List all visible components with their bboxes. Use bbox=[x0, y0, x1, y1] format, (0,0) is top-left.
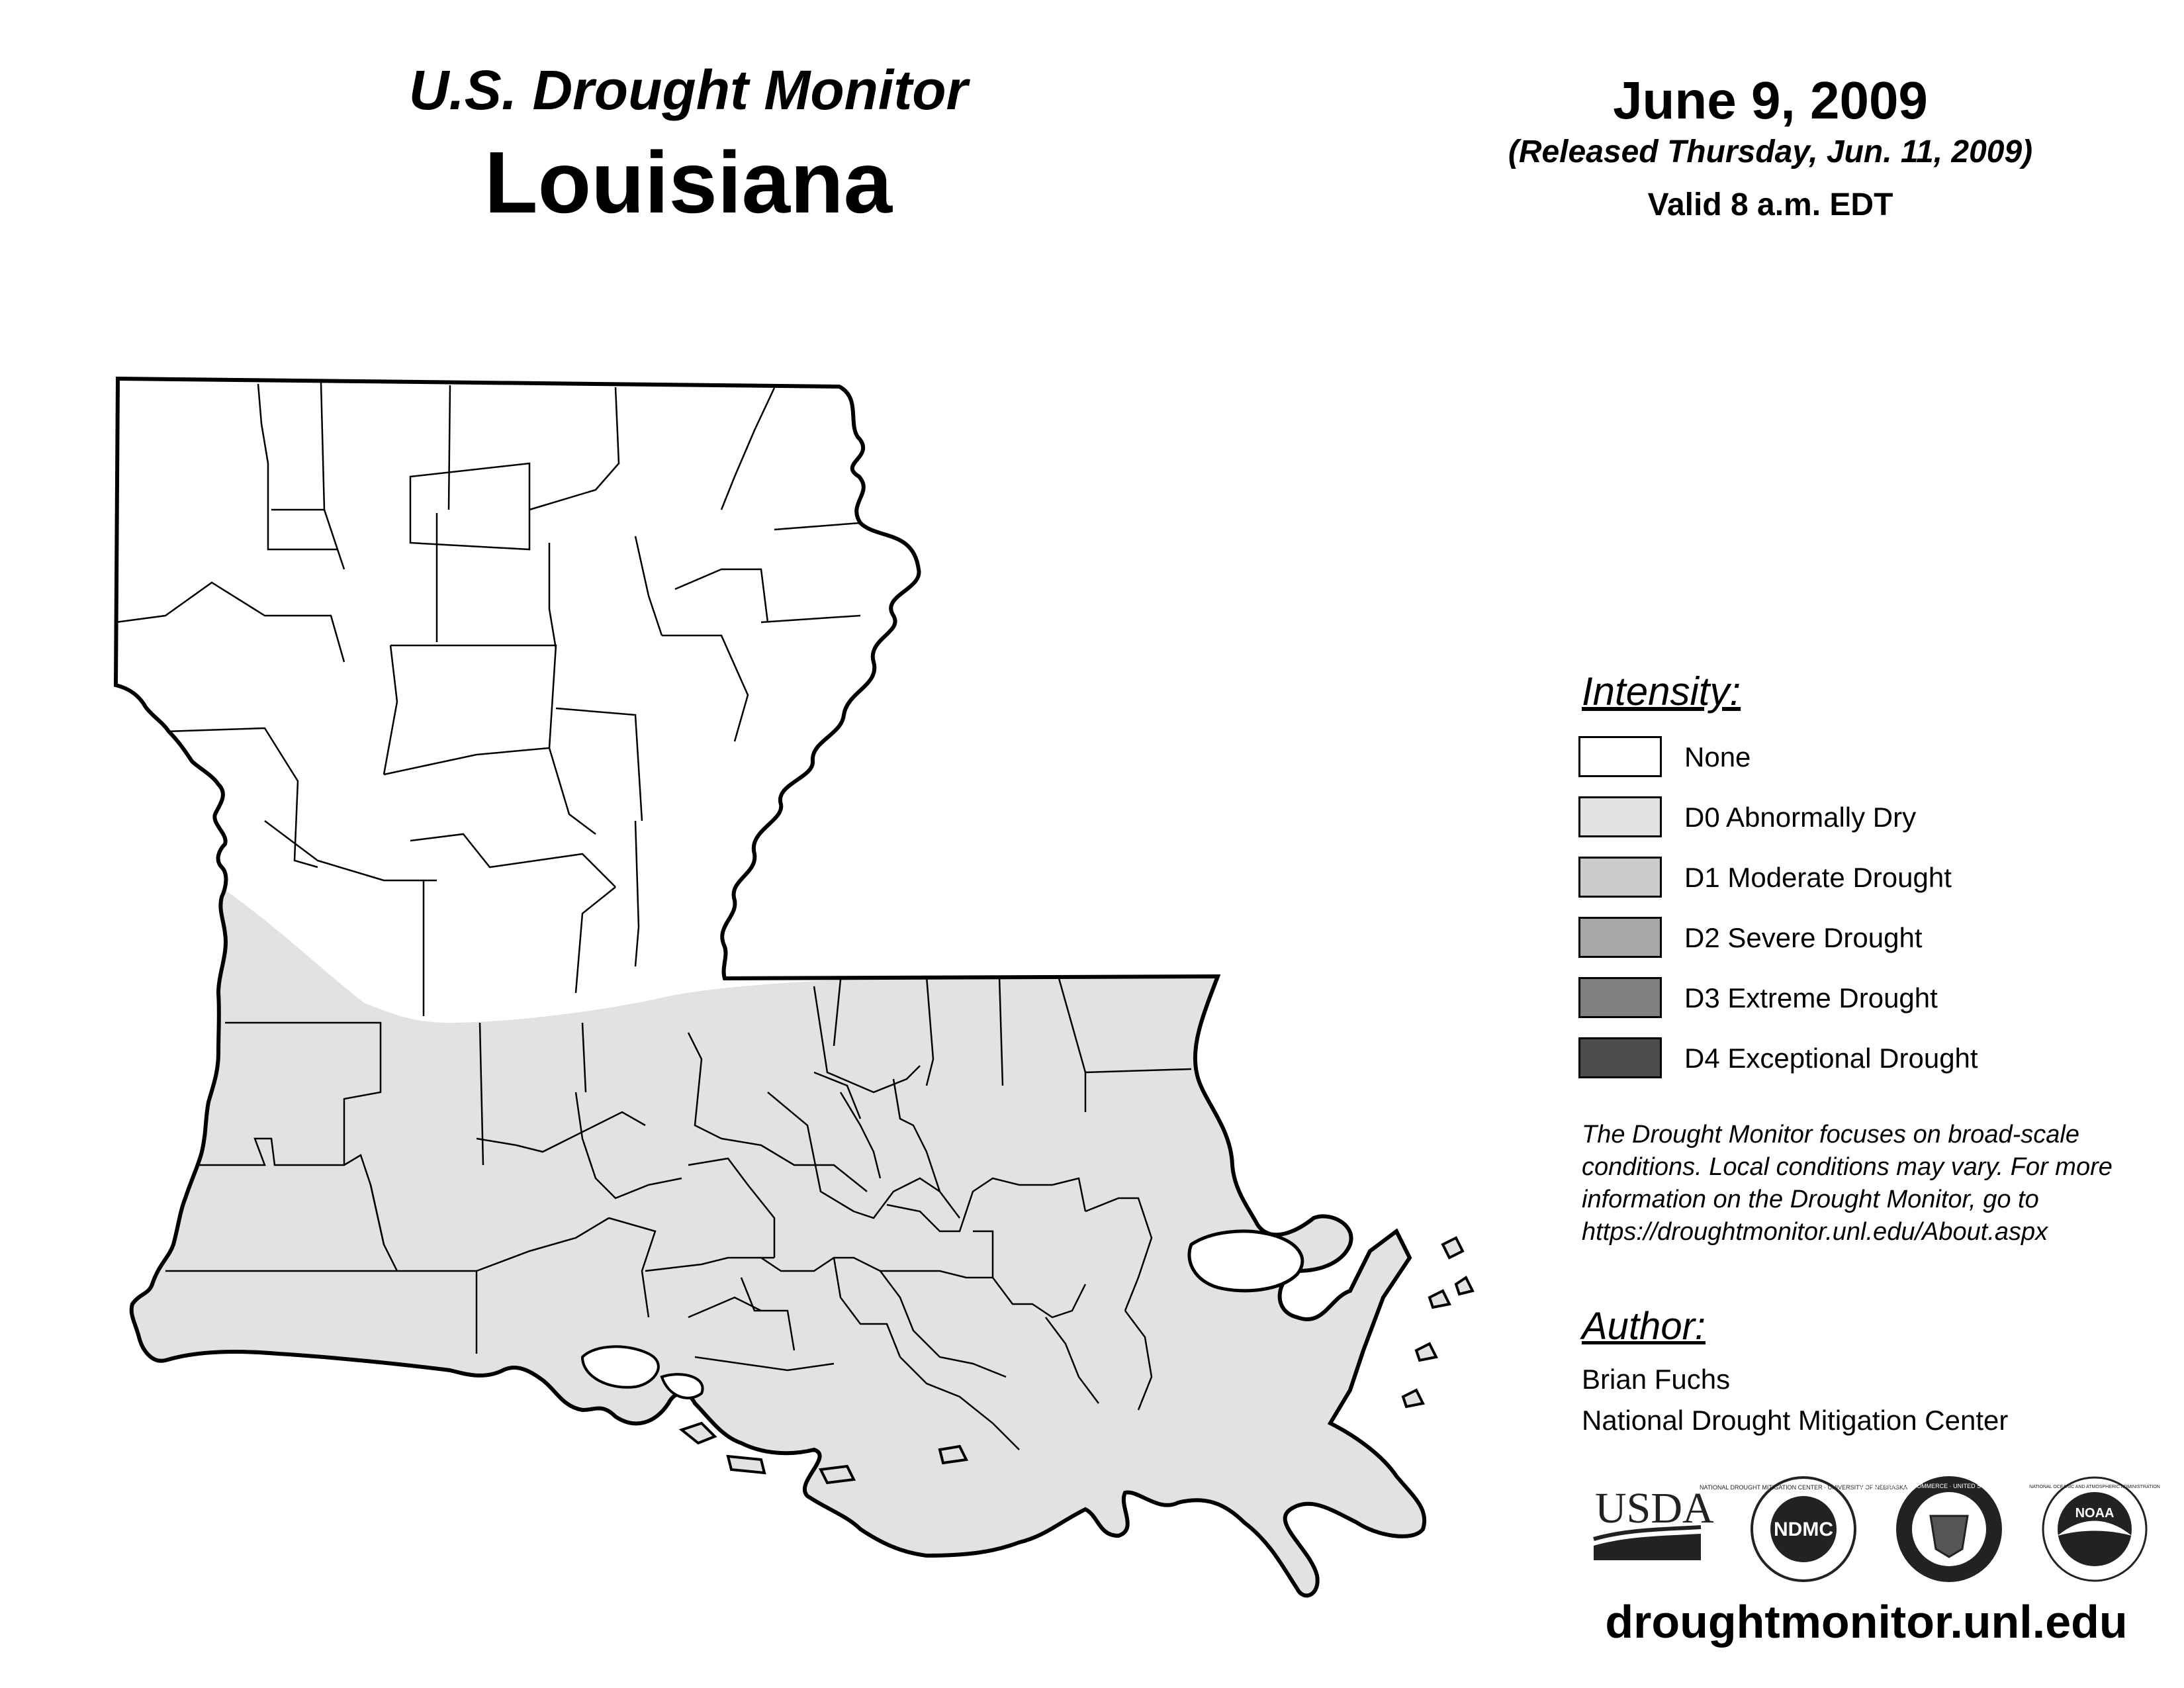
ndmc-logo-text: NDMC bbox=[1774, 1519, 1833, 1540]
usda-logo-text: USDA bbox=[1595, 1484, 1714, 1532]
legend-label-d0: D0 Abnormally Dry bbox=[1684, 802, 1917, 833]
legend-item-d1 bbox=[1578, 857, 2121, 903]
legend-label-d2: D2 Severe Drought bbox=[1684, 922, 1923, 953]
author-name: Brian Fuchs bbox=[1582, 1364, 1731, 1395]
author-heading: Author: bbox=[1582, 1305, 1706, 1348]
legend-swatch-d1 bbox=[1578, 857, 1662, 898]
release-date: (Released Thursday, Jun. 11, 2009) bbox=[1508, 134, 2033, 169]
ndmc-logo bbox=[1700, 1477, 1907, 1581]
legend-item-none bbox=[1578, 736, 2121, 782]
legend-label-d3: D3 Extreme Drought bbox=[1684, 982, 1938, 1013]
usda-logo bbox=[1594, 1484, 1714, 1560]
state-name: Louisiana bbox=[484, 134, 893, 231]
author-organization: National Drought Mitigation Center bbox=[1582, 1405, 2009, 1436]
legend-heading: Intensity: bbox=[1582, 669, 1741, 714]
legend-note: The Drought Monitor focuses on broad-scale conditions. Local conditions may vary. For more information on the Drought Monitor, go to https://droughtmonitor.unl.edu/About.aspx bbox=[1582, 1121, 2113, 1246]
legend-swatch-d3 bbox=[1578, 977, 1662, 1018]
website-url: droughtmonitor.unl.edu bbox=[1605, 1596, 2128, 1648]
map-title: U.S. Drought Monitor bbox=[408, 59, 968, 121]
legend-swatch-d4 bbox=[1578, 1037, 1662, 1078]
legend-label-d4: D4 Exceptional Drought bbox=[1684, 1043, 1978, 1074]
legend-label-none: None bbox=[1684, 741, 1751, 773]
legend-item-d0 bbox=[1578, 796, 2121, 843]
legend-label-d1: D1 Moderate Drought bbox=[1684, 862, 1952, 893]
agency-logos bbox=[1582, 1473, 2164, 1585]
legend-item-d3 bbox=[1578, 977, 2121, 1023]
legend-swatch-d0 bbox=[1578, 796, 1662, 837]
noaa-logo-text: NOAA bbox=[2075, 1506, 2115, 1521]
valid-time: Valid 8 a.m. EDT bbox=[1647, 187, 1893, 222]
commerce-logo-ring-text: DEPARTMENT OF COMMERCE · UNITED STATES OF AMERICA bbox=[1860, 1483, 2038, 1489]
map-date: June 9, 2009 bbox=[1613, 71, 1928, 130]
none-region bbox=[66, 357, 927, 1023]
lake-pontchartrain bbox=[1189, 1231, 1302, 1291]
noaa-logo bbox=[2029, 1477, 2160, 1581]
legend-item-d4 bbox=[1578, 1037, 2121, 1084]
legend-swatch-d2 bbox=[1578, 917, 1662, 958]
ndmc-logo-ring-text: NATIONAL DROUGHT MITIGATION CENTER · UNIVERSITY OF NEBRASKA bbox=[1699, 1484, 1908, 1491]
legend-item-d2 bbox=[1578, 917, 2121, 963]
commerce-logo bbox=[1860, 1476, 2038, 1582]
legend-swatch-none bbox=[1578, 736, 1662, 777]
noaa-logo-ring-text: NATIONAL OCEANIC AND ATMOSPHERIC ADMINISTRATION bbox=[2029, 1485, 2160, 1489]
